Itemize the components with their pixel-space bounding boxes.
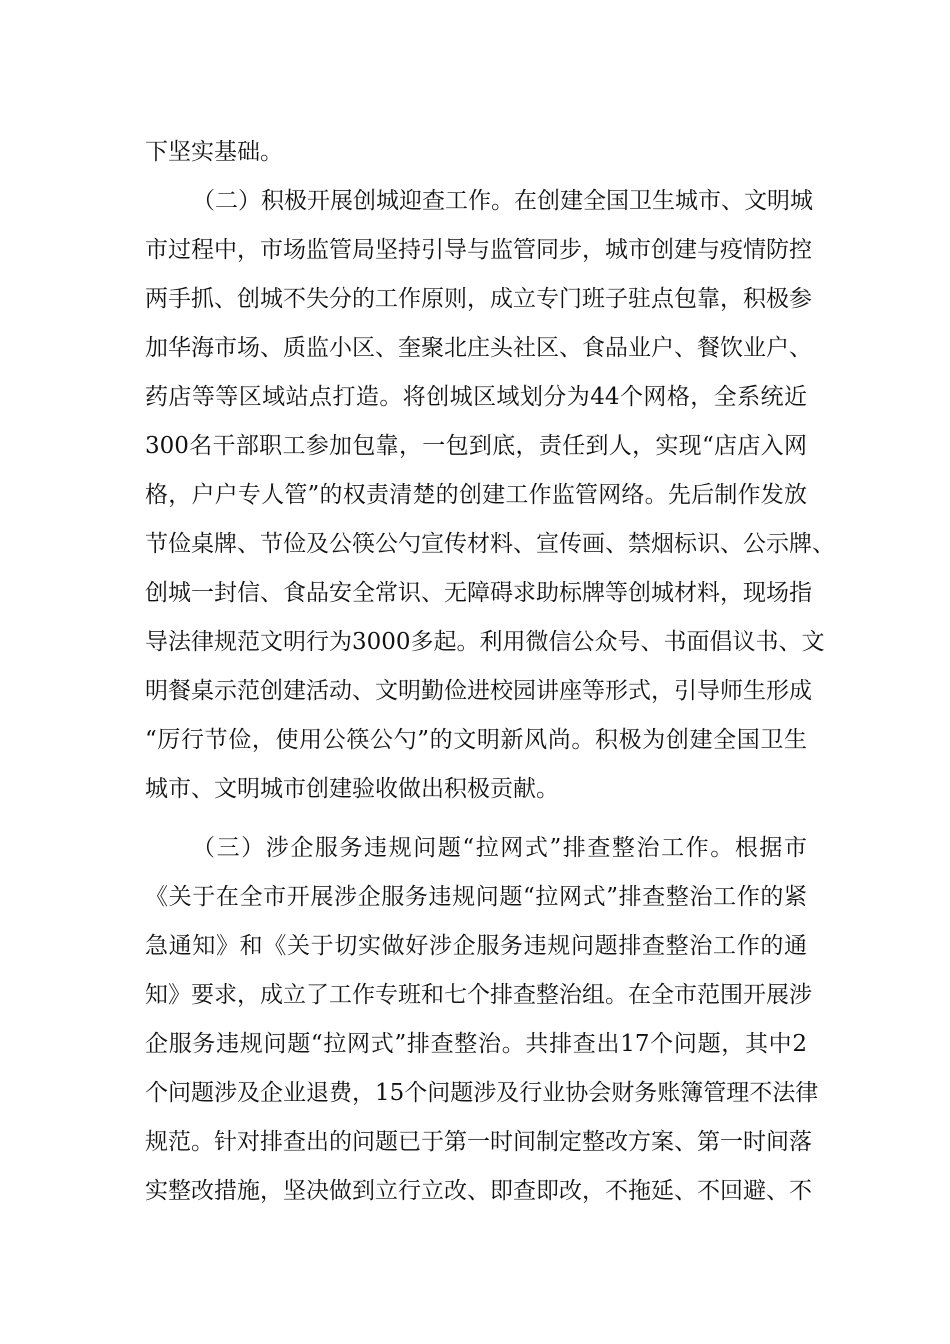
text-line: 企服务违规问题“拉网式”排查整治。共排查出17个问题，其中2 xyxy=(145,1031,807,1057)
text-line: 明餐桌示范创建活动、文明勤俭进校园讲座等形式，引导师生形成 xyxy=(145,678,812,704)
text-line: 城市、文明城市创建验收做出积极贡献。 xyxy=(145,776,559,802)
text-line: 实整改措施，坚决做到立行立改、即查即改，不拖延、不回避、不 xyxy=(145,1178,812,1204)
text-line: 《关于在全市开展涉企服务违规问题“拉网式”排查整治工作的紧 xyxy=(145,884,807,910)
text-line: 下坚实基础。 xyxy=(145,139,283,165)
text-line: 药店等等区域站点打造。将创城区域划分为44个网格，全系统近 xyxy=(145,384,807,410)
text-line: 导法律规范文明行为3000多起。利用微信公众号、书面倡议书、文 xyxy=(145,629,825,655)
text-line: 300名干部职工参加包靠，一包到底，责任到人，实现“店店入网 xyxy=(145,433,807,459)
text-line: 规范。针对排查出的问题已于第一时间制定整改方案、第一时间落 xyxy=(145,1129,812,1155)
text-line: 市过程中，市场监管局坚持引导与监管同步，城市创建与疫情防控 xyxy=(145,237,812,263)
text-line: 个问题涉及企业退费，15个问题涉及行业协会财务账簿管理不法律 xyxy=(145,1080,819,1106)
text-line: “厉行节俭，使用公筷公勺”的文明新风尚。积极为创建全国卫生 xyxy=(145,727,807,753)
section-heading-line: （二）积极开展创城迎查工作。在创建全国卫生城市、文明城 xyxy=(192,188,813,214)
text-line: 创城一封信、食品安全常识、无障碍求助标牌等创城材料，现场指 xyxy=(145,580,812,606)
text-line: 加华海市场、质监小区、奎聚北庄头社区、食品业户、餐饮业户、 xyxy=(145,335,812,361)
text-line: 两手抓、创城不失分的工作原则，成立专门班子驻点包靠，积极参 xyxy=(145,286,812,312)
text-line: 知》要求，成立了工作专班和七个排查整治组。在全市范围开展涉 xyxy=(145,982,812,1008)
text-line: 格，户户专人管”的权责清楚的创建工作监管网络。先后制作发放 xyxy=(145,482,807,508)
text-line: 急通知》和《关于切实做好涉企服务违规问题排查整治工作的通 xyxy=(145,933,807,959)
section-heading-line: （三）涉企服务违规问题“拉网式”排查整治工作。根据市 xyxy=(192,835,807,861)
text-line: 节俭桌牌、节俭及公筷公勺宣传材料、宣传画、禁烟标识、公示牌、 xyxy=(145,531,835,557)
